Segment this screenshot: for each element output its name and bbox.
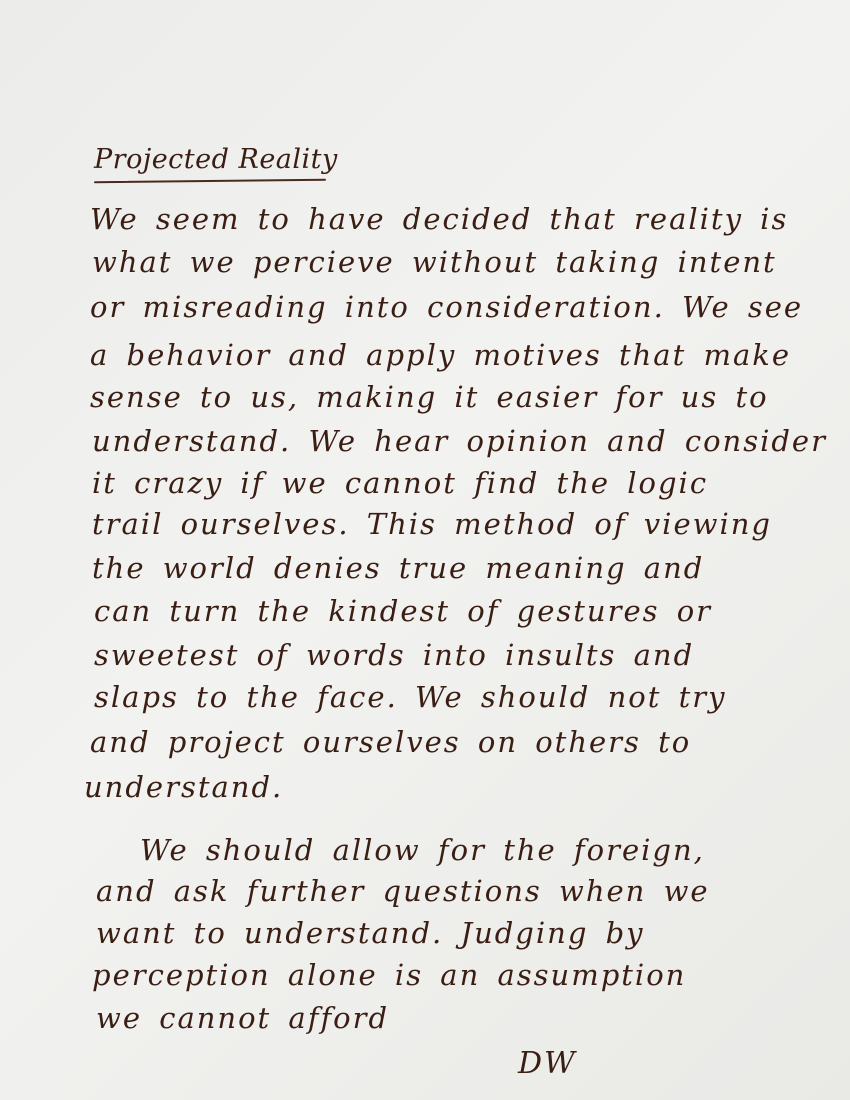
paragraph2-line-1: We should allow for the foreign, [140, 833, 705, 867]
paragraph1-line-9: the world denies true meaning and [92, 551, 705, 585]
signature-initials: DW [518, 1046, 577, 1081]
paragraph1-line-12: slaps to the face. We should not try [94, 680, 727, 714]
paragraph1-line-8: trail ourselves. This method of viewing [92, 507, 772, 541]
author-signature [518, 1046, 577, 1081]
paragraph2-line-3: want to understand. Judging by [96, 916, 645, 950]
document-title: Projected Reality [94, 144, 338, 175]
paragraph1-line-4: a behavior and apply motives that make [90, 338, 791, 372]
paragraph2-line-5: we cannot afford [96, 1001, 390, 1035]
paragraph2-line-4: perception alone is an assumption [92, 958, 687, 992]
paragraph1-line-10: can turn the kindest of gestures or [94, 594, 713, 628]
paragraph1-line-6: understand. We hear opinion and consider [92, 424, 827, 458]
paragraph1-line-11: sweetest of words into insults and [94, 638, 695, 672]
paragraph1-line-5: sense to us, making it easier for us to [90, 380, 769, 414]
title-underline [94, 179, 326, 183]
paragraph1-line-14: understand. [84, 770, 284, 804]
paragraph1-line-3: or misreading into consideration. We see [90, 290, 804, 324]
paragraph2-line-2: and ask further questions when we [96, 874, 710, 908]
paragraph1-line-1: We seem to have decided that reality is [90, 202, 789, 236]
paragraph1-line-13: and project ourselves on others to [90, 725, 692, 759]
paragraph1-line-2: what we percieve without taking intent [92, 245, 777, 279]
paragraph1-line-7: it crazy if we cannot find the logic [92, 466, 709, 500]
